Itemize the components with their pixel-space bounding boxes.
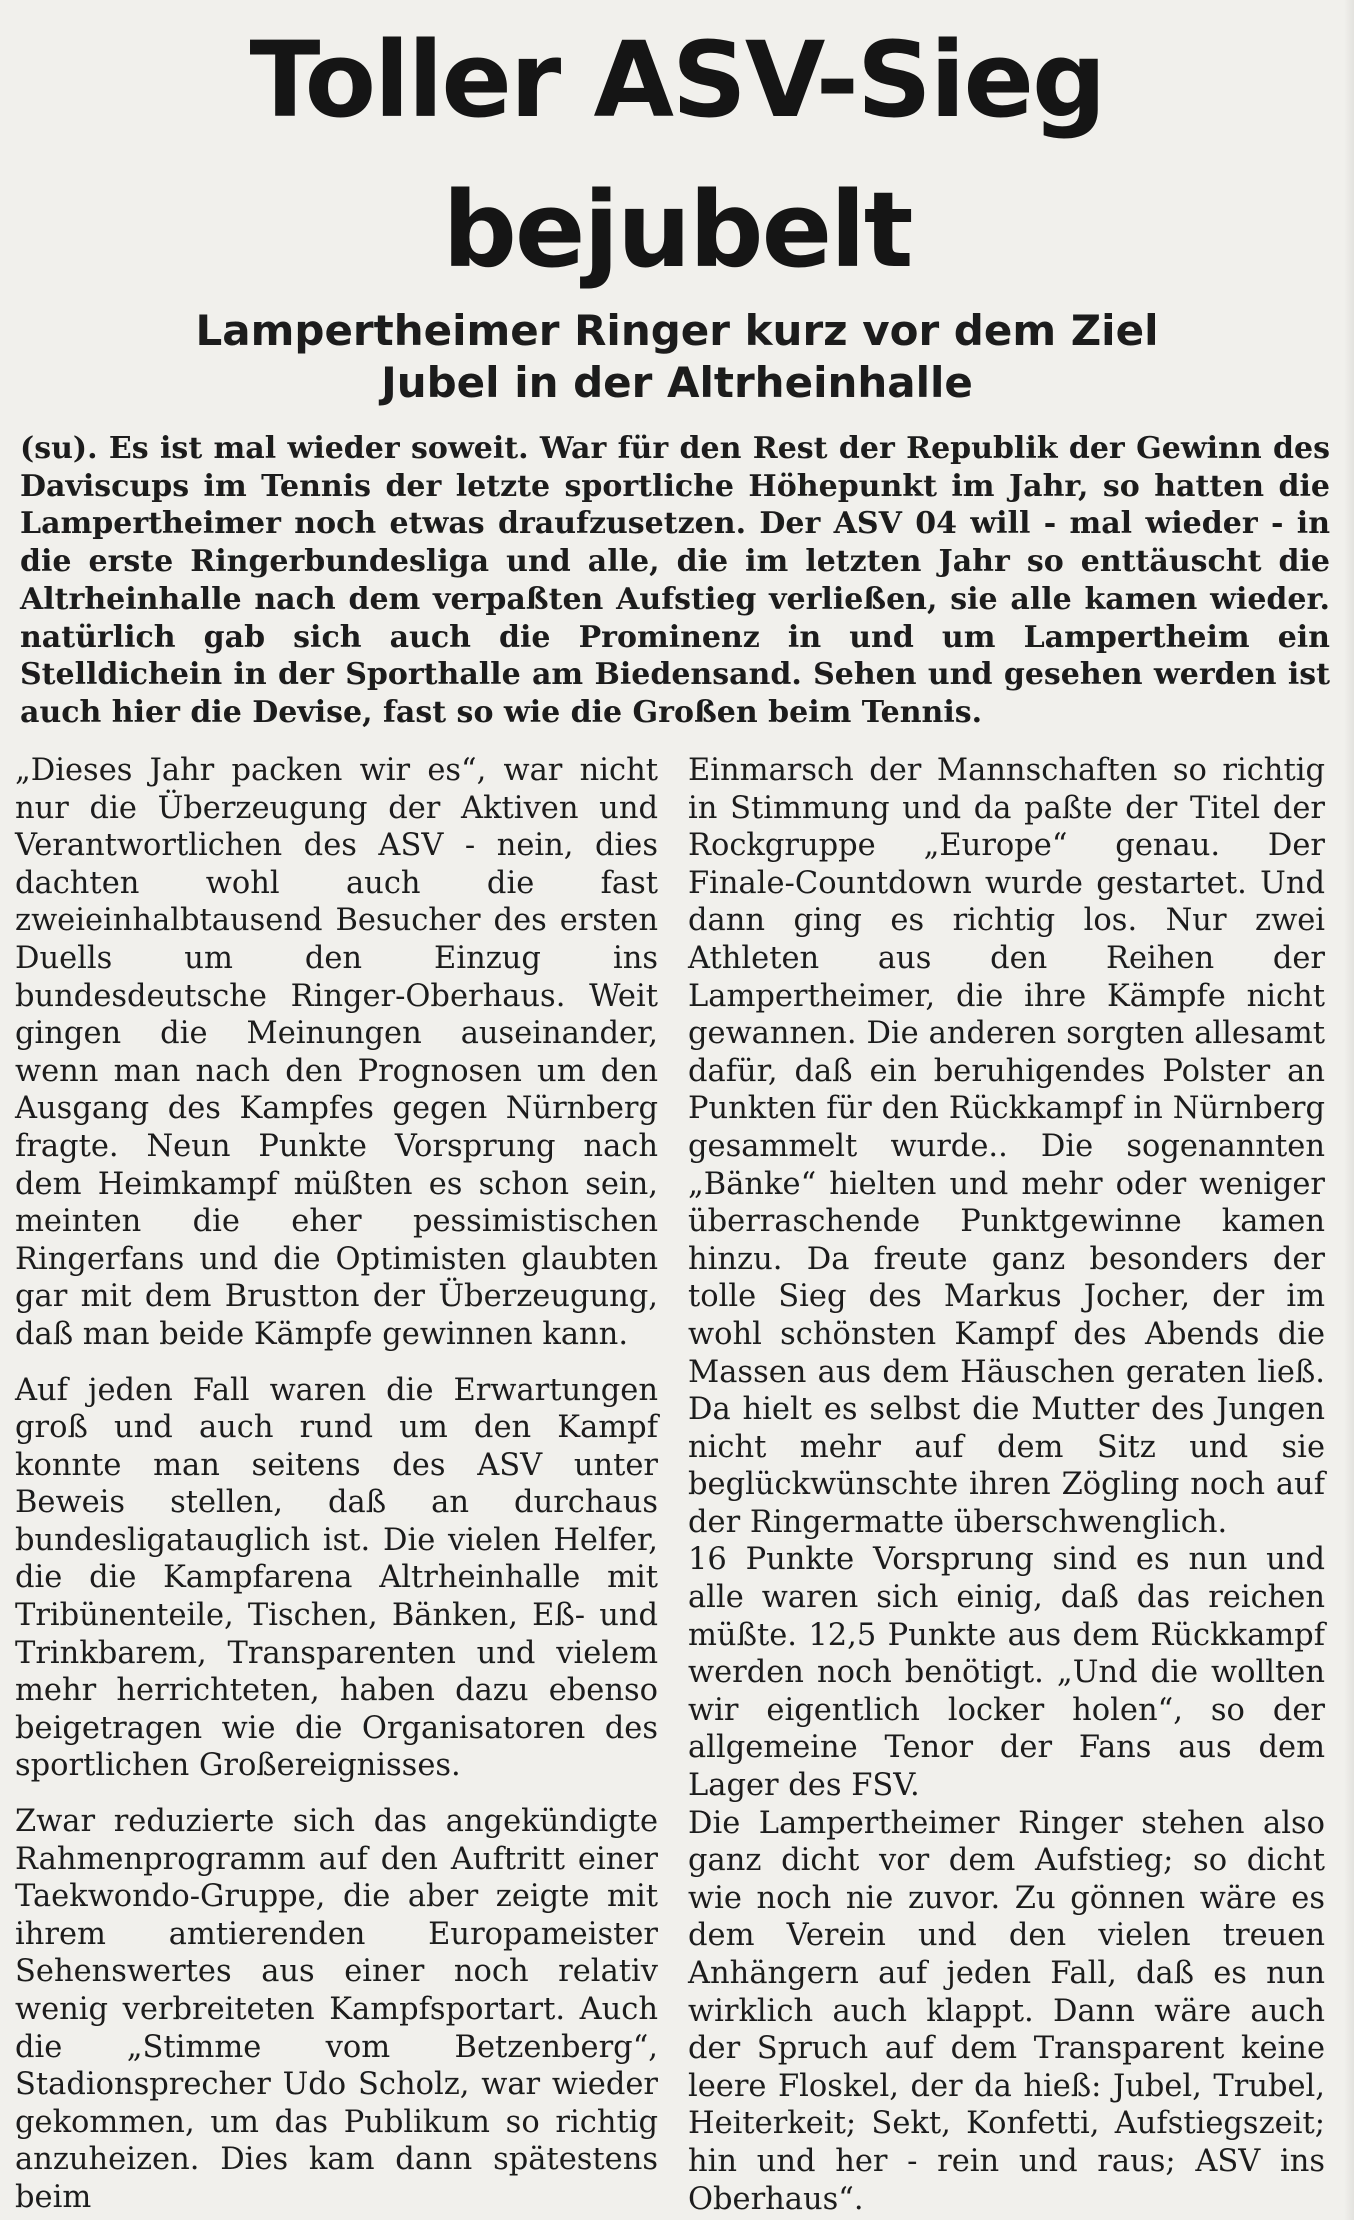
headline-line-2: bejubelt bbox=[442, 169, 912, 291]
left-column bbox=[15, 752, 658, 2217]
subheadline-line-1: Lampertheimer Ringer kurz vor dem Ziel bbox=[195, 306, 1159, 355]
page-edge-shadow bbox=[1344, 0, 1354, 2220]
right-paragraph-3: Die Lampertheimer Ringer stehen also ganz dicht vor dem Aufstieg; so dicht wie noch nie zuvor. Zu gönnen wäre es dem Verein und den vielen treuen Anhängern auf jeden Fall, daß es nun wirklich auch klappt. Dann wäre auch der Spruch auf dem Transparent keine leere Floskel, der da hieß: Jubel, Trubel, Heiterkeit; Sekt, Konfetti, Aufstiegszeit; hin und her - rein und raus; ASV ins Oberhaus“. bbox=[688, 1805, 1325, 2217]
right-paragraph-2: 16 Punkte Vorsprung sind es nun und alle waren sich einig, daß das reichen müßte. 12,5 Punkte aus dem Rückkampf werden noch benötigt. „Und die wollten wir eigentlich locker holen“, so der allgemeine Tenor der Fans aus dem Lager des FSV. bbox=[688, 1542, 1325, 1804]
right-column bbox=[688, 752, 1325, 2218]
subheadline-line-2: Jubel in der Altrheinhalle bbox=[381, 358, 973, 407]
left-paragraph-3: Zwar reduzierte sich das angekündigte Rahmenprogramm auf den Auftritt einer Taekwondo-Gruppe, die aber zeigte mit ihrem amtierenden Europameister Sehenswertes aus einer noch relativ wenig verbreiteten Kampfsportart. Auch die „Stimme vom Betzenberg“, Stadionsprecher Udo Scholz, war wieder gekommen, um das Publikum so richtig anzuheizen. Dies kam dann spätestens beim bbox=[15, 1804, 658, 2215]
left-paragraph-1: „Dieses Jahr packen wir es“, war nicht nur die Überzeugung der Aktiven und Verantwortlichen des ASV - nein, dies dachten wohl auch die fast zweieinhalbtausend Besucher des ersten Duells um den Einzug ins bundesdeutsche Ringer-Oberhaus. Weit gingen die Meinungen auseinander, wenn man nach den Prognosen um den Ausgang des Kampfes gegen Nürnberg fragte. Neun Punkte Vorsprung nach dem Heimkampf müßten es schon sein, meinten die eher pessimistischen Ringerfans und die Optimisten glaubten gar mit dem Brustton der Überzeugung, daß man beide Kämpfe gewinnen kann. bbox=[15, 753, 658, 1352]
lead-paragraph: (su). Es ist mal wieder soweit. War für den Rest der Republik der Gewinn des Daviscups im Tennis der letzte sportliche Höhepunkt im Jahr, so hatten die Lampertheimer noch etwas draufzusetzen. Der ASV 04 will - mal wieder - in die erste Ringerbundesliga und alle, die im letzten Jahr so enttäuscht die Altrheinhalle nach dem verpaßten Aufstieg verließen, sie alle kamen wieder. natürlich gab sich auch die Prominenz in und um Lampertheim ein Stelldichein in der Sporthalle am Biedensand. Sehen und gesehen werden ist auch hier die Devise, fast so wie die Großen beim Tennis. bbox=[20, 431, 1330, 730]
left-paragraph-2: Auf jeden Fall waren die Erwartungen groß und auch rund um den Kampf konnte man seitens des ASV unter Beweis stellen, daß an durchaus bundesligatauglich ist. Die vielen Helfer, die die Kampfarena Altrheinhalle mit Tribünenteile, Tischen, Bänken, Eß- und Trinkbarem, Transparenten und vielem mehr herrichteten, haben dazu ebenso beigetragen wie die Organisatoren des sportlichen Großereignisses. bbox=[15, 1372, 658, 1784]
right-paragraph-1: Einmarsch der Mannschaften so richtig in Stimmung und da paßte der Titel der Rockgruppe „Europe“ genau. Der Finale-Countdown wurde gestartet. Und dann ging es richtig los. Nur zwei Athleten aus den Reihen der Lampertheimer, die ihre Kämpfe nicht gewannen. Die anderen sorgten allesamt dafür, daß ein beruhigendes Polster an Punkten für den Rückkampf in Nürnberg gesammelt wurde.. Die sogenannten „Bänke“ hielten und mehr oder weniger überraschende Punktgewinne kamen hinzu. Da freute ganz besonders der tolle Sieg des Markus Jocher, der im wohl schönsten Kampf des Abends die Massen aus dem Häuschen geraten ließ. Da hielt es selbst die Mutter des Jungen nicht mehr auf dem Sitz und sie beglückwünschte ihren Zögling noch auf der Ringermatte überschwenglich. bbox=[688, 753, 1325, 1540]
headline-line-1: Toller ASV-Sieg bbox=[249, 19, 1105, 141]
